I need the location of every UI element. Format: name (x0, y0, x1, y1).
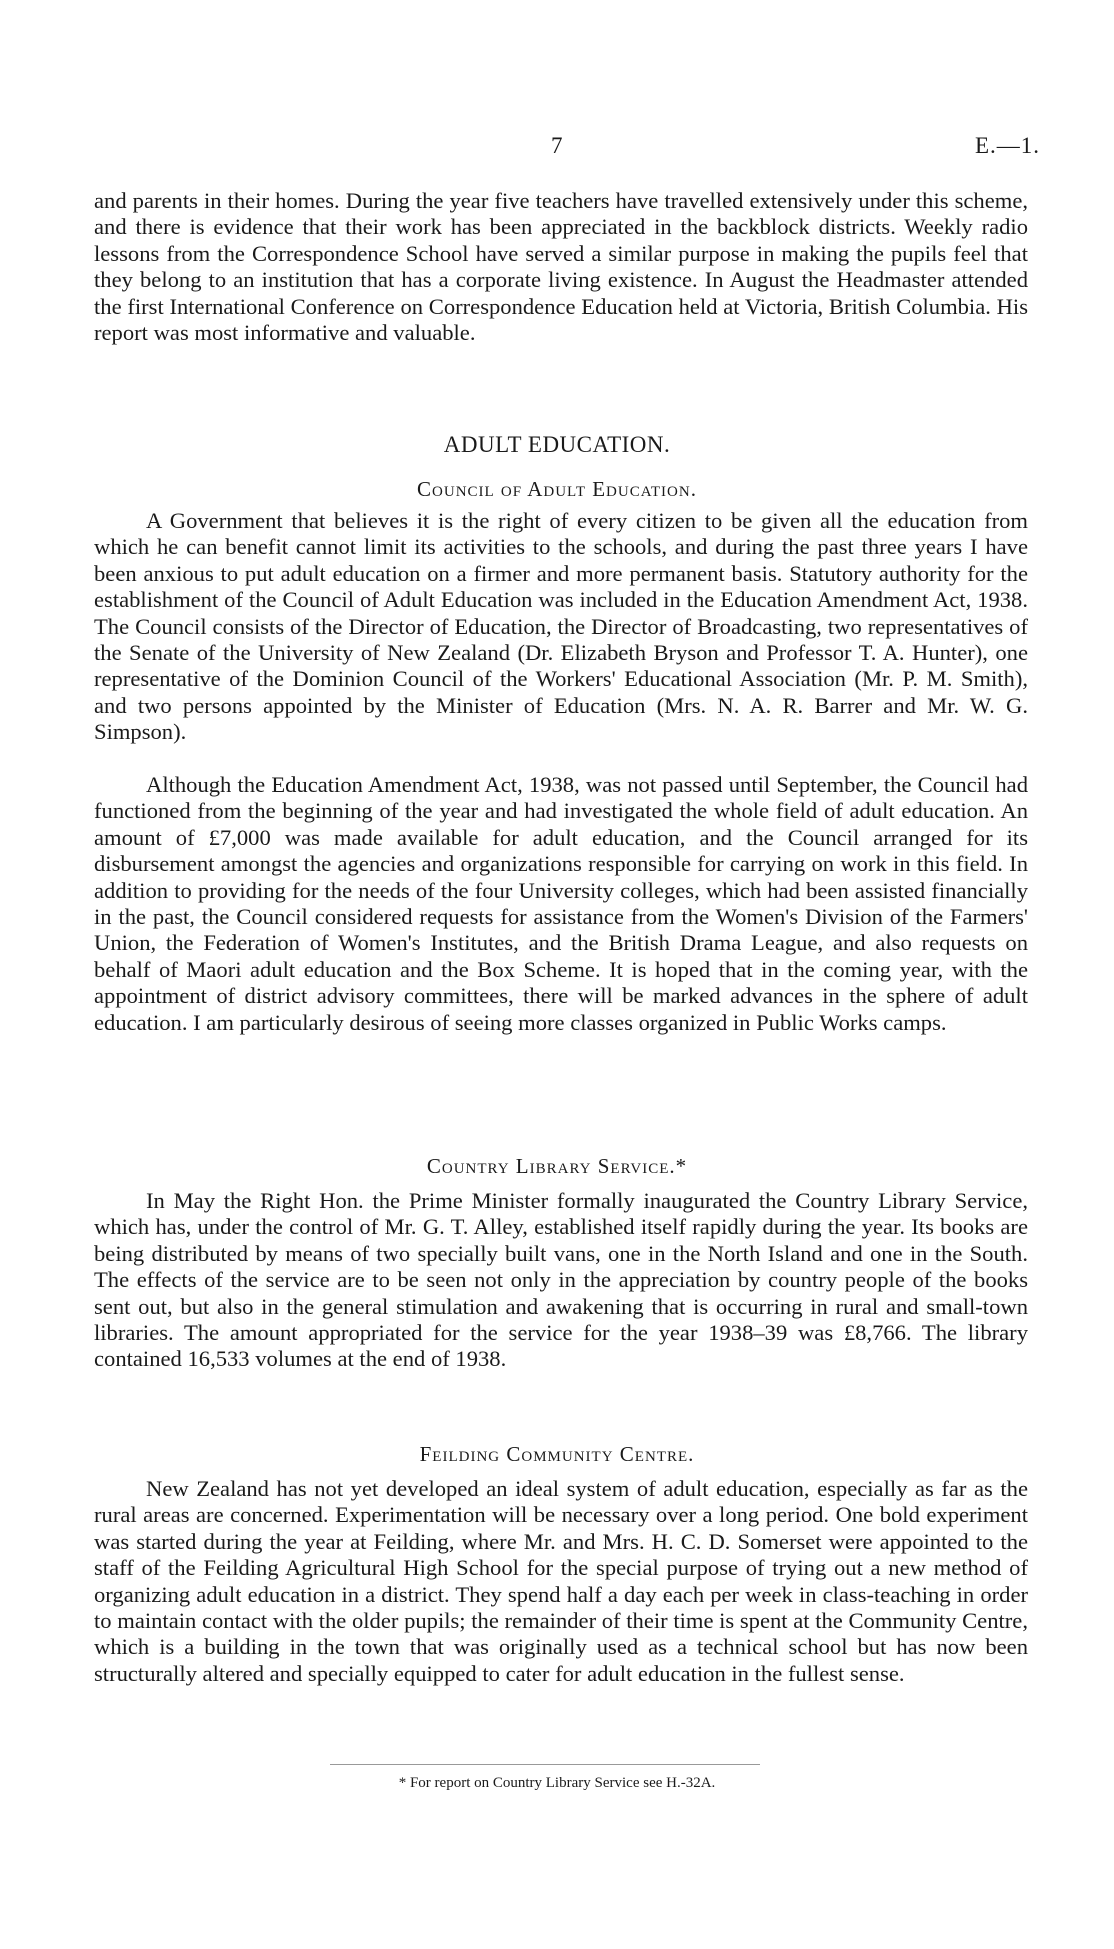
footnote-divider (330, 1764, 760, 1765)
page-number: 7 (551, 133, 563, 158)
subheading-country-library: Country Library Service.* (426, 1154, 688, 1178)
footnote: * For report on Country Library Service see H.-32A. (398, 1775, 716, 1791)
subheading-council: Council of Adult Education. (417, 477, 697, 501)
subheading-feilding: Feilding Community Centre. (419, 1442, 695, 1466)
section-heading-adult-education: ADULT EDUCATION. (443, 432, 671, 457)
council-paragraph: A Government that believes it is the right of every citizen to be given all the education from which he can benefit cannot limit its activities to the schools, and during the past three years I have been anxious to put adult education on a firmer and more permanent basis. Statutory authority for the establishment of the Council of Adult Education was included in the Education Amendment Act, 1938. The Council consists of the Director of Education, the Director of Broadcasting, two representatives of the Senate of the University of New Zealand (Dr. Elizabeth Bryson and Professor T. A. Hunter), one representative of the Dominion Council of the Workers' Educational Association (Mr. P. M. Smith), and two persons appointed by the Minister of Education (Mrs. N. A. R. Barrer and Mr. W. G. Simpson). (94, 508, 1028, 745)
document-reference: E.—1. (974, 133, 1040, 158)
feilding-paragraph: New Zealand has not yet developed an ideal system of adult education, especially as far as the rural areas are concerned. Experimentation will be necessary over a long period. One bold experiment was started during the year at Feilding, where Mr. and Mrs. H. C. D. Somerset were appointed to the staff of the Feilding Agricultural High School for the special purpose of trying out a new method of organizing adult education in a district. They spend half a day each per week in class-teaching in order to maintain contact with the older pupils; the remainder of their time is spent at the Community Centre, which is a building in the town that was originally used as a technical school but has now been structurally altered and specially equipped to cater for adult education in the fullest sense. (94, 1476, 1028, 1686)
council-paragraph: Although the Education Amendment Act, 1938, was not passed until September, the Council had functioned from the beginning of the year and had investigated the whole field of adult education. An amount of £7,000 was made available for adult education, and the Council arranged for its disbursement amongst the agencies and organizations responsible for carrying on work in this field. In addition to providing for the needs of the four University colleges, which had been assisted financially in the past, the Council considered requests for assistance from the Women's Division of the Farmers' Union, the Federation of Women's Institutes, and the British Drama League, and also requests on behalf of Maori adult education and the Box Scheme. It is hoped that in the coming year, with the appointment of district advisory committees, there will be marked advances in the sphere of adult education. I am particularly desirous of seeing more classes organized in Public Works camps. (94, 772, 1028, 1035)
library-paragraph: In May the Right Hon. the Prime Minister formally inaugurated the Country Library Service, which has, under the control of Mr. G. T. Alley, established itself rapidly during the year. Its books are being distributed by means of two specially built vans, one in the North Island and one in the South. The effects of the service are to be seen not only in the appreciation by country people of the books sent out, but also in the general stimulation and awakening that is occurring in rural and small-town libraries. The amount appropriated for the service for the year 1938–39 was £8,766. The library contained 16,533 volumes at the end of 1938. (94, 1188, 1028, 1372)
intro-paragraph: and parents in their homes. During the year five teachers have travelled extensively under this scheme, and there is evidence that their work has been appreciated in the backblock districts. Weekly radio lessons from the Correspondence School have served a similar purpose in making the pupils feel that they belong to an institution that has a corporate living existence. In August the Headmaster attended the first International Conference on Correspondence Education held at Victoria, British Columbia. His report was most informative and valuable. (94, 188, 1028, 346)
